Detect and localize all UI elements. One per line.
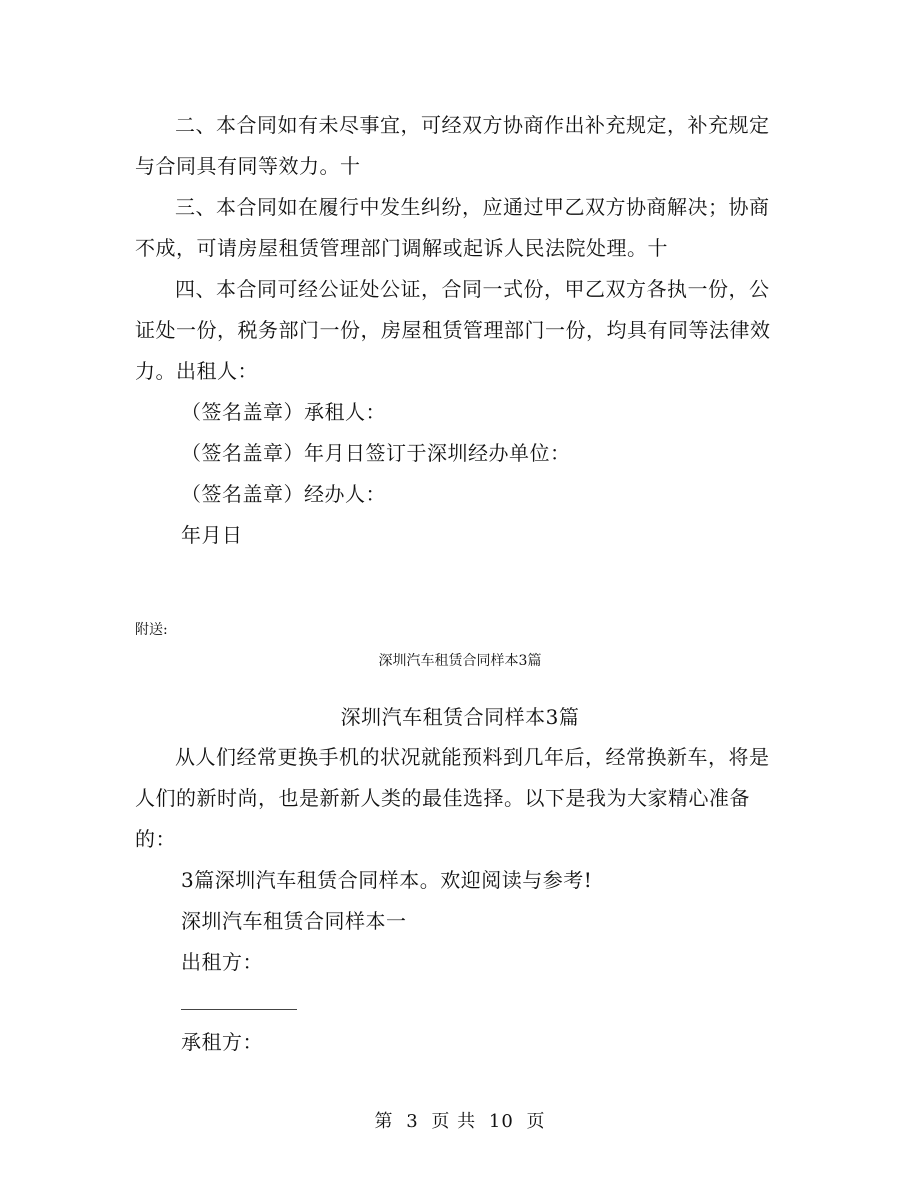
signature-handler: （签名盖章）经办人：: [181, 482, 386, 506]
appendix-document: [135, 697, 785, 1063]
signature-date: 年月日: [181, 523, 243, 547]
clause-two: 二、本合同如有未尽事宜，可经双方协商作出补充规定，补充规定与合同具有同等效力。十: [135, 113, 770, 178]
lessee-label: 承租方：: [181, 1030, 263, 1054]
footer-middle: 页 共: [431, 1111, 477, 1132]
page-footer: [0, 1110, 920, 1134]
footer-prefix: 第: [374, 1111, 394, 1132]
lessor-label: 出租方：: [181, 950, 263, 974]
clause-three: 三、本合同如在履行中发生纠纷，应通过甲乙双方协商解决；协商不成，可请房屋租赁管理部门调解或起诉人民法院处理。十: [135, 195, 770, 260]
intro-line: 3篇深圳汽车租赁合同样本。欢迎阅读与参考!: [181, 868, 593, 892]
contract-clauses: [135, 105, 785, 556]
footer-total-pages: 10: [488, 1111, 514, 1132]
lessor-blank-line: [181, 1009, 297, 1010]
footer-current-page: 3: [406, 1111, 419, 1132]
intro-paragraph: 从人们经常更换手机的状况就能预料到几年后，经常换新车，将是人们的新时尚，也是新新人类的最佳选择。以下是我为大家精心准备的：: [135, 745, 770, 851]
appendix-subtitle: 深圳汽车租赁合同样本3篇: [378, 653, 542, 669]
document-title: 深圳汽车租赁合同样本3篇: [340, 705, 580, 729]
appendix-label: 附送:: [135, 622, 168, 638]
footer-suffix: 页: [526, 1111, 546, 1132]
clause-four: 四、本合同可经公证处公证，合同一式份，甲乙双方各执一份，公证处一份，税务部门一份，房屋租赁管理部门一份，均具有同等法律效力。出租人：: [135, 277, 771, 383]
signature-lessee: （签名盖章）承租人：: [181, 400, 386, 424]
sample-heading: 深圳汽车租赁合同样本一: [181, 909, 407, 933]
signature-date-agency: （签名盖章）年月日签订于深圳经办单位：: [181, 441, 571, 465]
